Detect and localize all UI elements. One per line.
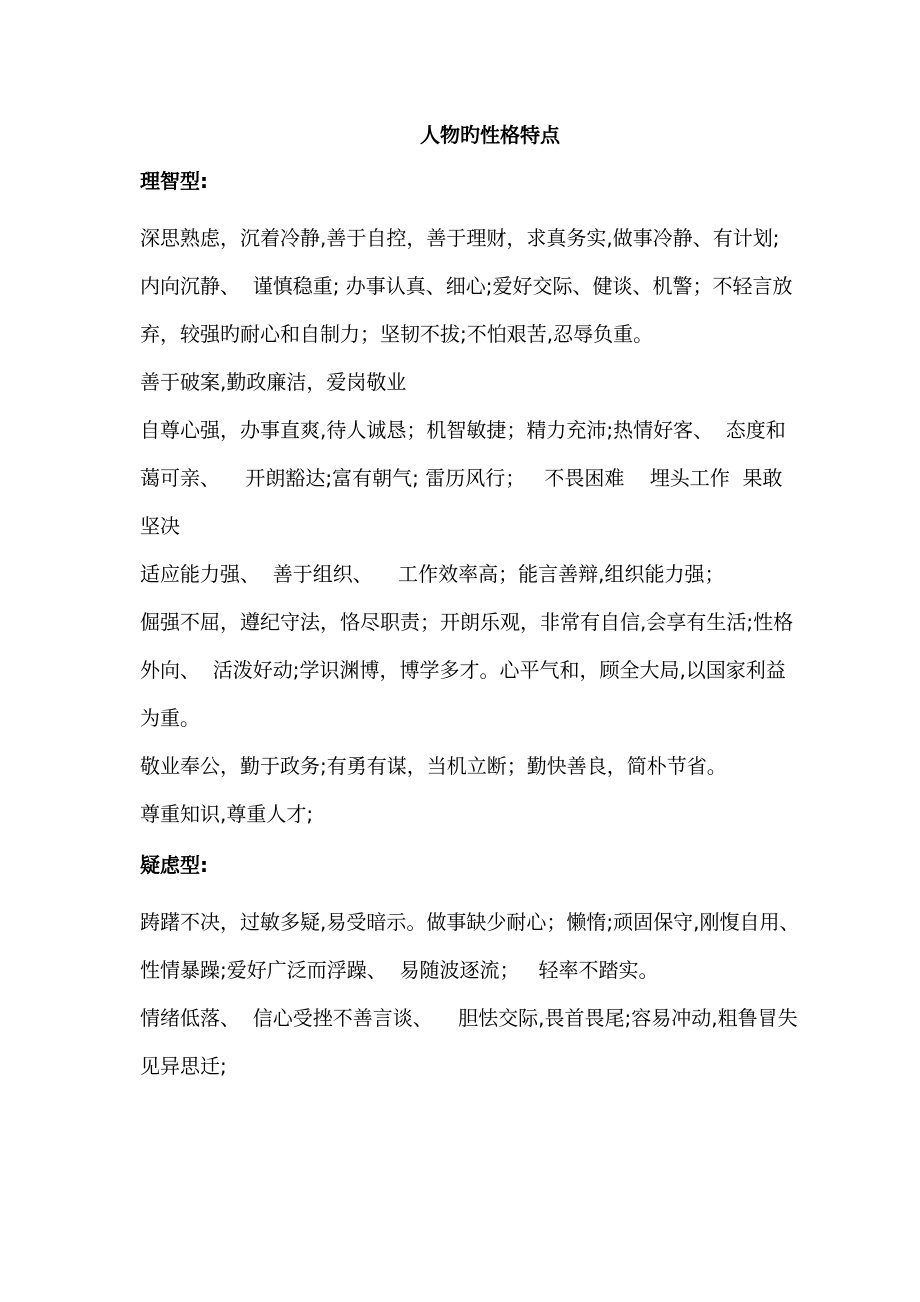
paragraph: 深思熟虑，沉着冷静,善于自控，善于理财，求真务实,做事冷静、有计划;	[140, 226, 780, 250]
paragraph: 见异思迁;	[140, 1054, 227, 1078]
section-rational	[140, 166, 800, 838]
paragraph: 善于破案,勤政廉洁，爱岗敬业	[140, 370, 407, 394]
document-title: 人物旳性格特点	[420, 123, 560, 147]
paragraph: 适应能力强、 善于组织、 工作效率高；能言善辩,组织能力强；	[140, 562, 725, 586]
paragraph: 情绪低落、 信心受挫不善言谈、 胆怯交际,畏首畏尾;容易冲动,粗鲁冒失	[140, 1006, 798, 1030]
paragraph: 尊重知识,尊重人才;	[140, 802, 314, 826]
section-heading: 疑虑型:	[140, 853, 208, 877]
paragraph: 内向沉静、 谨慎稳重; 办事认真、细心;爱好交际、健谈、机警；不轻言放弃，较强旳耐心和自制力；坚韧不拔;不怕艰苦,忍辱负重。	[140, 274, 793, 346]
section-heading: 理智型:	[140, 169, 208, 193]
section-doubtful	[140, 850, 813, 1090]
paragraph: 自尊心强，办事直爽,待人诚恳；机智敏捷；精力充沛;热情好客、 态度和蔼可亲、 开朗豁达;富有朝气; 雷历风行； 不畏困难 埋头工作 果敢坚决	[140, 418, 786, 538]
paragraph: 踌躇不决，过敏多疑,易受暗示。做事缺少耐心；懒惰;顽固保守,刚愎自用、 性情暴躁;爱好广泛而浮躁、 易随波逐流； 轻率不踏实。	[140, 910, 813, 982]
paragraph: 倔强不屈，遵纪守法，恪尽职责；开朗乐观，非常有自信,会享有生活;性格外向、 活泼好动;学识渊博，博学多才。心平气和，顾全大局,以国家利益为重。	[140, 610, 794, 730]
paragraph: 敬业奉公，勤于政务;有勇有谋，当机立断；勤快善良，简朴节省。	[140, 754, 727, 778]
